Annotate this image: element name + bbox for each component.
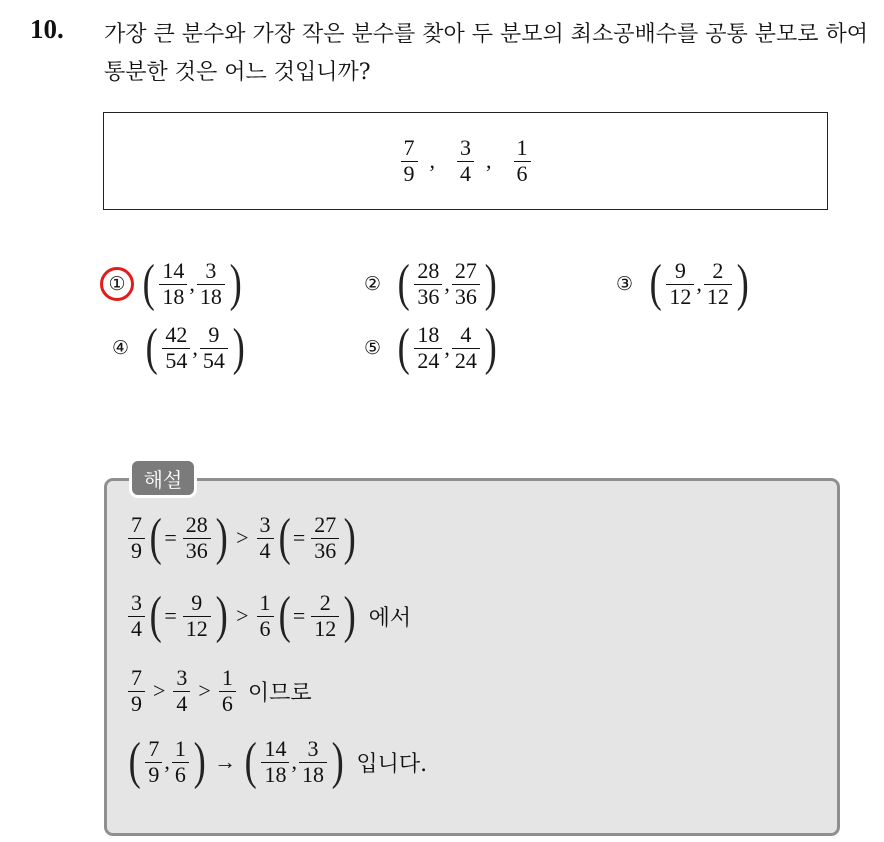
arrow: → xyxy=(214,749,237,774)
question-number: 10. xyxy=(30,14,64,44)
explanation-line-3: $\frac{7}{9}$ > $\frac{3}{4}$ > $\frac{1}{6}$ 이므로 xyxy=(126,666,312,716)
choice-fraction: $\frac{14}{18}$ xyxy=(159,259,187,309)
choice-fraction: $\frac{9}{54}$ xyxy=(200,323,228,373)
given-fraction-1: $\frac{7}{9}$ xyxy=(401,136,418,186)
explanation-line-4: ( $\frac{7}{9}$ , $\frac{1}{6}$ ) → ( $\frac{14}{18}$ , $\frac{3}{18}$ ) 입니다. xyxy=(128,733,428,790)
choice-fraction: $\frac{3}{18}$ xyxy=(197,259,225,309)
choice-2[interactable]: ② ( $\frac{28}{36}$ , $\frac{27}{36}$ ) xyxy=(364,255,497,312)
choice-fraction: $\frac{18}{24}$ xyxy=(414,323,442,373)
explanation-line-2: $\frac{3}{4}$ ( = $\frac{9}{12}$ ) > $\frac{1}{6}$ ( = $\frac{2}{12}$ ) 에서 xyxy=(126,590,411,642)
explanation-line-1: $\frac{7}{9}$ ( = $\frac{28}{36}$ ) > $\frac{3}{4}$ ( = $\frac{27}{36}$ ) xyxy=(126,512,359,564)
choice-mark: ⑤ xyxy=(364,337,382,359)
choice-4[interactable]: ④ ( $\frac{42}{54}$ , $\frac{9}{54}$ ) xyxy=(112,319,245,376)
choice-fraction: $\frac{9}{12}$ xyxy=(666,259,694,309)
explanation-label: 해설 xyxy=(129,458,197,498)
choice-mark: ③ xyxy=(616,273,634,295)
choice-fraction: $\frac{28}{36}$ xyxy=(414,259,442,309)
comma: , xyxy=(429,148,435,173)
given-fraction-3: $\frac{1}{6}$ xyxy=(514,136,531,186)
choice-mark: ② xyxy=(364,273,382,295)
comma: , xyxy=(486,148,492,173)
choice-mark-selected: ① xyxy=(100,267,134,301)
choice-fraction: $\frac{27}{36}$ xyxy=(452,259,480,309)
choice-1[interactable]: ① ( $\frac{14}{18}$ , $\frac{3}{18}$ ) xyxy=(106,258,244,310)
given-fractions-box xyxy=(103,112,828,210)
choice-fraction: $\frac{4}{24}$ xyxy=(452,323,480,373)
question-text: 가장 큰 분수와 가장 작은 분수를 찾아 두 분모의 최소공배수를 공통 분모로 하여 통분한 것은 어느 것입니까? xyxy=(104,22,868,85)
choice-mark: ④ xyxy=(112,337,130,359)
choice-fraction: $\frac{42}{54}$ xyxy=(162,323,190,373)
given-fraction-2: $\frac{3}{4}$ xyxy=(457,136,474,186)
choice-3[interactable]: ③ ( $\frac{9}{12}$ , $\frac{2}{12}$ ) xyxy=(616,255,749,312)
choice-5[interactable]: ⑤ ( $\frac{18}{24}$ , $\frac{4}{24}$ ) xyxy=(364,319,497,376)
choice-fraction: $\frac{2}{12}$ xyxy=(704,259,732,309)
